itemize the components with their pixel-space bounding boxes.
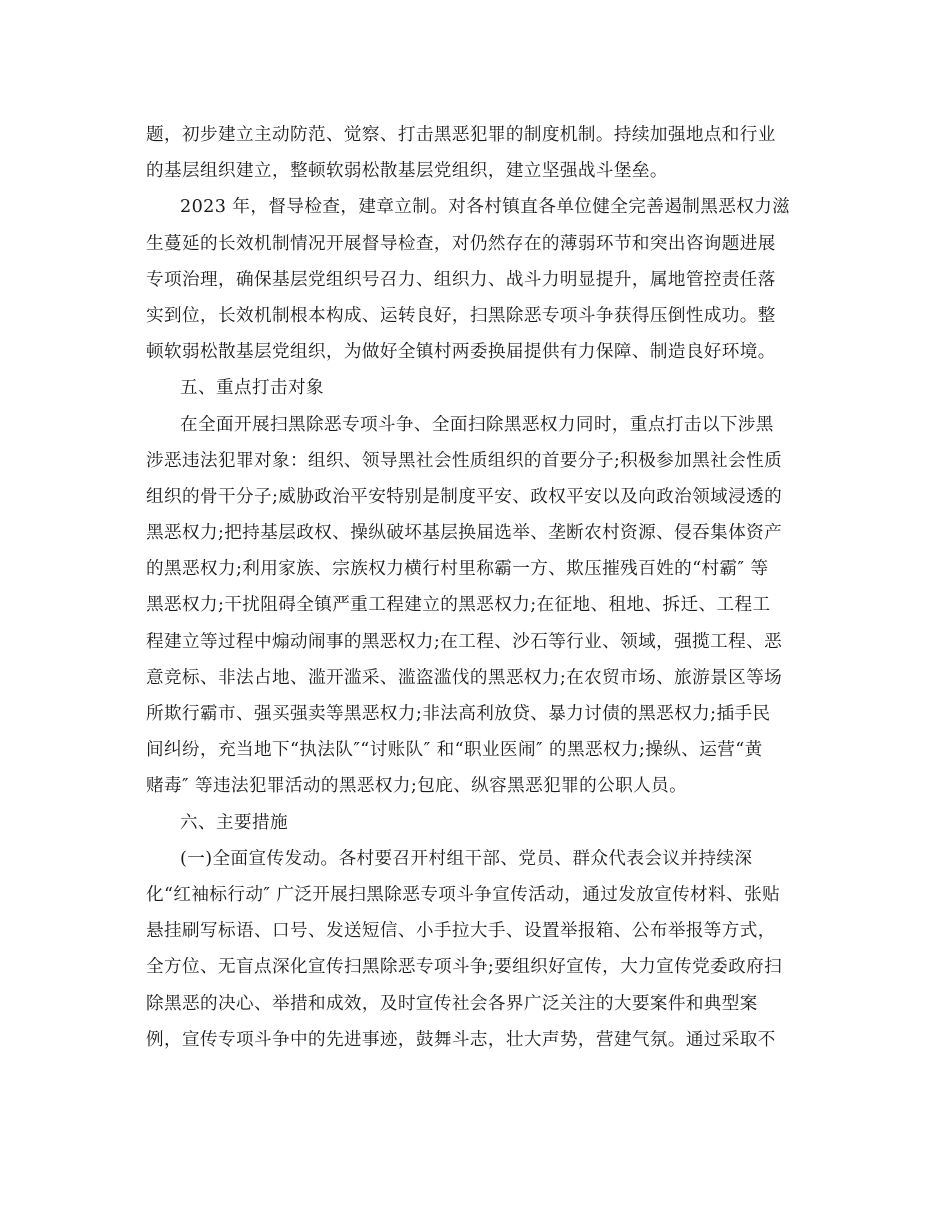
text-line: 间纠纷，充当地下“执法队″“讨账队″ 和“职业医闹″ 的黑恶权力;操纵、运营“黄 xyxy=(146,740,763,761)
text-line: 悬挂刷写标语、口号、发送短信、小手拉大手、设置举报箱、公布举报等方式， xyxy=(146,921,776,942)
text-line: 五、重点打击对象 xyxy=(180,378,324,399)
text-line: 在全面开展扫黑除恶专项斗争、全面扫除黑恶权力同时，重点打击以下涉黑 xyxy=(180,414,774,435)
text-line: 组织的骨干分子;威胁政治平安特别是制度平安、政权平安以及向政治领域浸透的 xyxy=(146,486,783,507)
text-line: 例，宣传专项斗争中的先进事迹，鼓舞斗志，壮大声势，营建气氛。通过采取不 xyxy=(146,1029,776,1050)
text-line: 题，初步建立主动防范、觉察、打击黑恶犯罪的制度机制。持续加强地点和行业 xyxy=(146,125,776,145)
text-line: 的黑恶权力;利用家族、宗族权力横行村里称霸一方、欺压摧残百姓的“村霸″ 等 xyxy=(146,559,769,580)
text-line: 生蔓延的长效机制情况开展督导检查，对仍然存在的薄弱环节和突出咨询题进展 xyxy=(146,233,776,254)
text-line: 顿软弱松散基层党组织，为做好全镇村两委换届提供有力保障、制造良好环境。 xyxy=(146,342,776,363)
document-body xyxy=(146,117,806,1058)
text-line: 实到位，长效机制根本构成、运转良好，扫黑除恶专项斗争获得压倒性成功。整 xyxy=(146,305,776,326)
text-line: 除黑恶的决心、举措和成效，及时宣传社会各界广泛关注的大要案件和典型案 xyxy=(146,993,758,1014)
text-line: 专项治理，确保基层党组织号召力、组织力、战斗力明显提升，属地管控责任落 xyxy=(146,269,776,290)
text-line: 程建立等过程中煽动闹事的黑恶权力;在工程、沙石等行业、领域，强揽工程、恶 xyxy=(146,631,783,652)
text-line: 黑恶权力;把持基层政权、操纵破坏基层换届选举、垄断农村资源、侵吞集体资产 xyxy=(146,523,783,544)
text-line: 黑恶权力;干扰阻碍全镇严重工程建立的黑恶权力;在征地、租地、拆迁、工程工 xyxy=(146,595,771,616)
text-line: 涉恶违法犯罪对象：组织、领导黑社会性质组织的首要分子;积极参加黑社会性质 xyxy=(146,450,783,471)
text-line: 的基层组织建立，整顿软弱松散基层党组织，建立坚强战斗堡垒。 xyxy=(146,161,668,182)
text-line: (一)全面宣传发动。各村要召开村组干部、党员、群众代表会议并持续深 xyxy=(180,848,753,869)
text-line: 所欺行霸市、强买强卖等黑恶权力;非法高利放贷、暴力讨债的黑恶权力;插手民 xyxy=(146,704,771,724)
text-line: 全方位、无盲点深化宣传扫黑除恶专项斗争;要组织好宣传，大力宣传党委政府扫 xyxy=(146,957,783,978)
text-line: 赌毒″ 等违法犯罪活动的黑恶权力;包庇、纵容黑恶犯罪的公职人员。 xyxy=(146,776,688,797)
text-line: 六、主要措施 xyxy=(180,812,288,833)
text-line: 意竞标、非法占地、滥开滥采、滥盗滥伐的黑恶权力;在农贸市场、旅游景区等场 xyxy=(146,667,783,688)
text-line: 化“红袖标行动″ 广泛开展扫黑除恶专项斗争宣传活动，通过发放宣传材料、张贴 xyxy=(146,884,781,905)
text-line: 2023 年，督导检查，建章立制。对各村镇直各单位健全完善遏制黑恶权力滋 xyxy=(180,197,791,218)
